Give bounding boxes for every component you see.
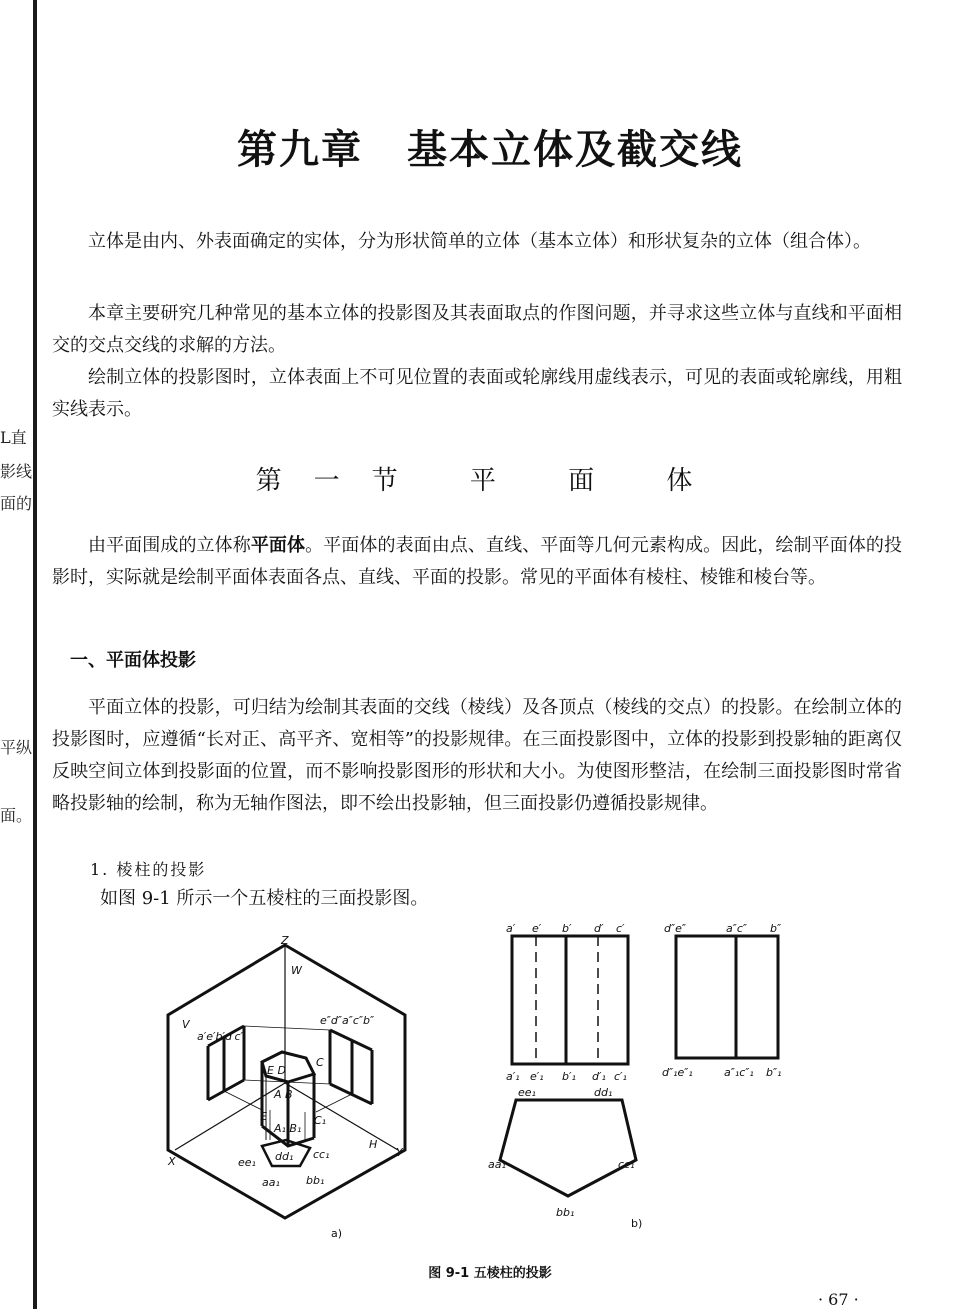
intro-paragraph: 绘制立体的投影图时，立体表面上不可见位置的表面或轮廓线用虚线表示，可见的表面或轮廓线，用粗实线表示。 xyxy=(52,367,902,420)
side-bottom-label: b″₁ xyxy=(766,1066,782,1079)
front-bottom-label: c′₁ xyxy=(614,1070,627,1083)
margin-fragment: 面的 xyxy=(0,494,33,513)
axis-x xyxy=(175,1083,285,1150)
top-view-label: aa₁ xyxy=(488,1158,506,1171)
section-text: 由平面围成的立体称 xyxy=(88,535,251,556)
isometric-view xyxy=(168,945,405,1218)
figure-reference: 如图 9-1 所示一个五棱柱的三面投影图。 xyxy=(100,888,429,909)
intro-paragraph: 本章主要研究几种常见的基本立体的投影图及其表面取点的作图问题，并寻求这些立体与直线和平面相交的交点交线的求解的方法。 xyxy=(52,303,902,356)
front-top-label: d′ xyxy=(594,922,604,935)
margin-fragment: 影线 xyxy=(0,462,33,481)
top-view-pentagon xyxy=(500,1100,636,1196)
front-bottom-label: a′₁ xyxy=(506,1070,520,1083)
subheading: 一、平面体投影 xyxy=(70,650,196,671)
figure-caption: 图 9-1 五棱柱的投影 xyxy=(428,1266,552,1281)
front-bottom-label: e′₁ xyxy=(530,1070,544,1083)
top-view-label: dd₁ xyxy=(594,1086,613,1099)
h-label: aa₁ xyxy=(262,1176,280,1189)
margin-fragment: L直 xyxy=(0,428,27,447)
h-label: cc₁ xyxy=(313,1148,330,1161)
prism-c1-label: C₁ xyxy=(314,1114,327,1127)
prism-e-label: E xyxy=(260,1110,267,1123)
prism-c-label: C xyxy=(316,1056,324,1069)
axis-w-label: W xyxy=(291,964,302,977)
chapter-title xyxy=(0,118,980,175)
margin-fragment: 平纵 xyxy=(0,738,33,757)
top-view-label: cc₁ xyxy=(618,1158,635,1171)
w-top-label: e″d″a″c″b″ xyxy=(320,1014,375,1027)
axis-y xyxy=(285,1083,398,1150)
side-top-label: d″e″ xyxy=(664,922,686,935)
front-top-label: a′ xyxy=(506,922,516,935)
top-view-labels xyxy=(488,1086,635,1219)
side-bottom-label: d″₁e″₁ xyxy=(662,1066,693,1079)
v-top-label: a′e′b′d′c′ xyxy=(197,1030,244,1043)
body-paragraph: 平面立体的投影，可归结为绘制其表面的交线（棱线）及各顶点（棱线的交点）的投影。在绘制立体的投影图时，应遵循“长对正、高平齐、宽相等”的投影规律。在三面投影图中，立体的投影到投影轴的距离仅反映空间立体到投影面的位置，而不影响投影图形的形状和大小。为使图形整洁，在绘制三面投影图时常省略投影轴的绘制，称为无轴作图法，即不绘出投影轴，但三面投影仍遵循投影规律。 xyxy=(52,697,902,814)
prism-bottom-label: A₁ B₁ xyxy=(274,1122,302,1135)
intro-paragraph: 立体是由内、外表面确定的实体，分为形状简单的立体（基本立体）和形状复杂的立体（组合体）。 xyxy=(88,231,871,252)
side-view xyxy=(676,936,778,1058)
h-label: dd₁ xyxy=(275,1150,294,1163)
axis-y-label: Y xyxy=(396,1146,403,1159)
margin-fragment: 面。 xyxy=(0,806,33,825)
term-planar-solid: 平面体 xyxy=(250,535,306,556)
front-top-label: e′ xyxy=(532,922,542,935)
figure-9-1 xyxy=(0,920,980,1250)
prism-top-label: E D xyxy=(267,1064,286,1077)
axis-v-label: V xyxy=(182,1018,190,1031)
side-top-label: b″ xyxy=(770,922,782,935)
front-view xyxy=(512,936,628,1064)
section-paragraph xyxy=(52,530,902,594)
front-bottom-label: b′₁ xyxy=(562,1070,576,1083)
h-label: ee₁ xyxy=(238,1156,256,1169)
panel-b-label: b) xyxy=(631,1217,643,1230)
axis-h-label: H xyxy=(369,1138,378,1151)
section-text: 。平面体的表面由点、直线、平面等几何元素构成。因此，绘制平面体的投影时，实际就是绘制平面体表面各点、直线、平面的投影。常见的平面体有棱柱、棱锥和棱台等。 xyxy=(52,535,903,588)
page-number: · 67 · xyxy=(818,1290,859,1309)
w-projection xyxy=(330,1030,372,1104)
side-bottom-label: a″₁c″₁ xyxy=(724,1066,754,1079)
side-top-label: a″c″ xyxy=(726,922,748,935)
axis-z-label: Z xyxy=(281,934,289,947)
panel-a-label: a) xyxy=(331,1227,343,1240)
section-title: 第一节 平 面 体 xyxy=(255,466,725,496)
prism-mid-label: A B xyxy=(274,1088,293,1101)
axis-x-label: X xyxy=(168,1155,176,1168)
subsubheading: 1. 棱柱的投影 xyxy=(90,860,207,879)
front-bottom-label: d′₁ xyxy=(592,1070,606,1083)
top-view-label: bb₁ xyxy=(556,1206,575,1219)
side-view-labels xyxy=(662,922,782,1079)
chapter-name: 基本立体及截交线 xyxy=(407,126,743,173)
top-view-label: ee₁ xyxy=(518,1086,536,1099)
front-top-label: b′ xyxy=(562,922,572,935)
chapter-number: 第九章 xyxy=(237,126,363,173)
h-label: bb₁ xyxy=(306,1174,325,1187)
front-top-label: c′ xyxy=(616,922,625,935)
